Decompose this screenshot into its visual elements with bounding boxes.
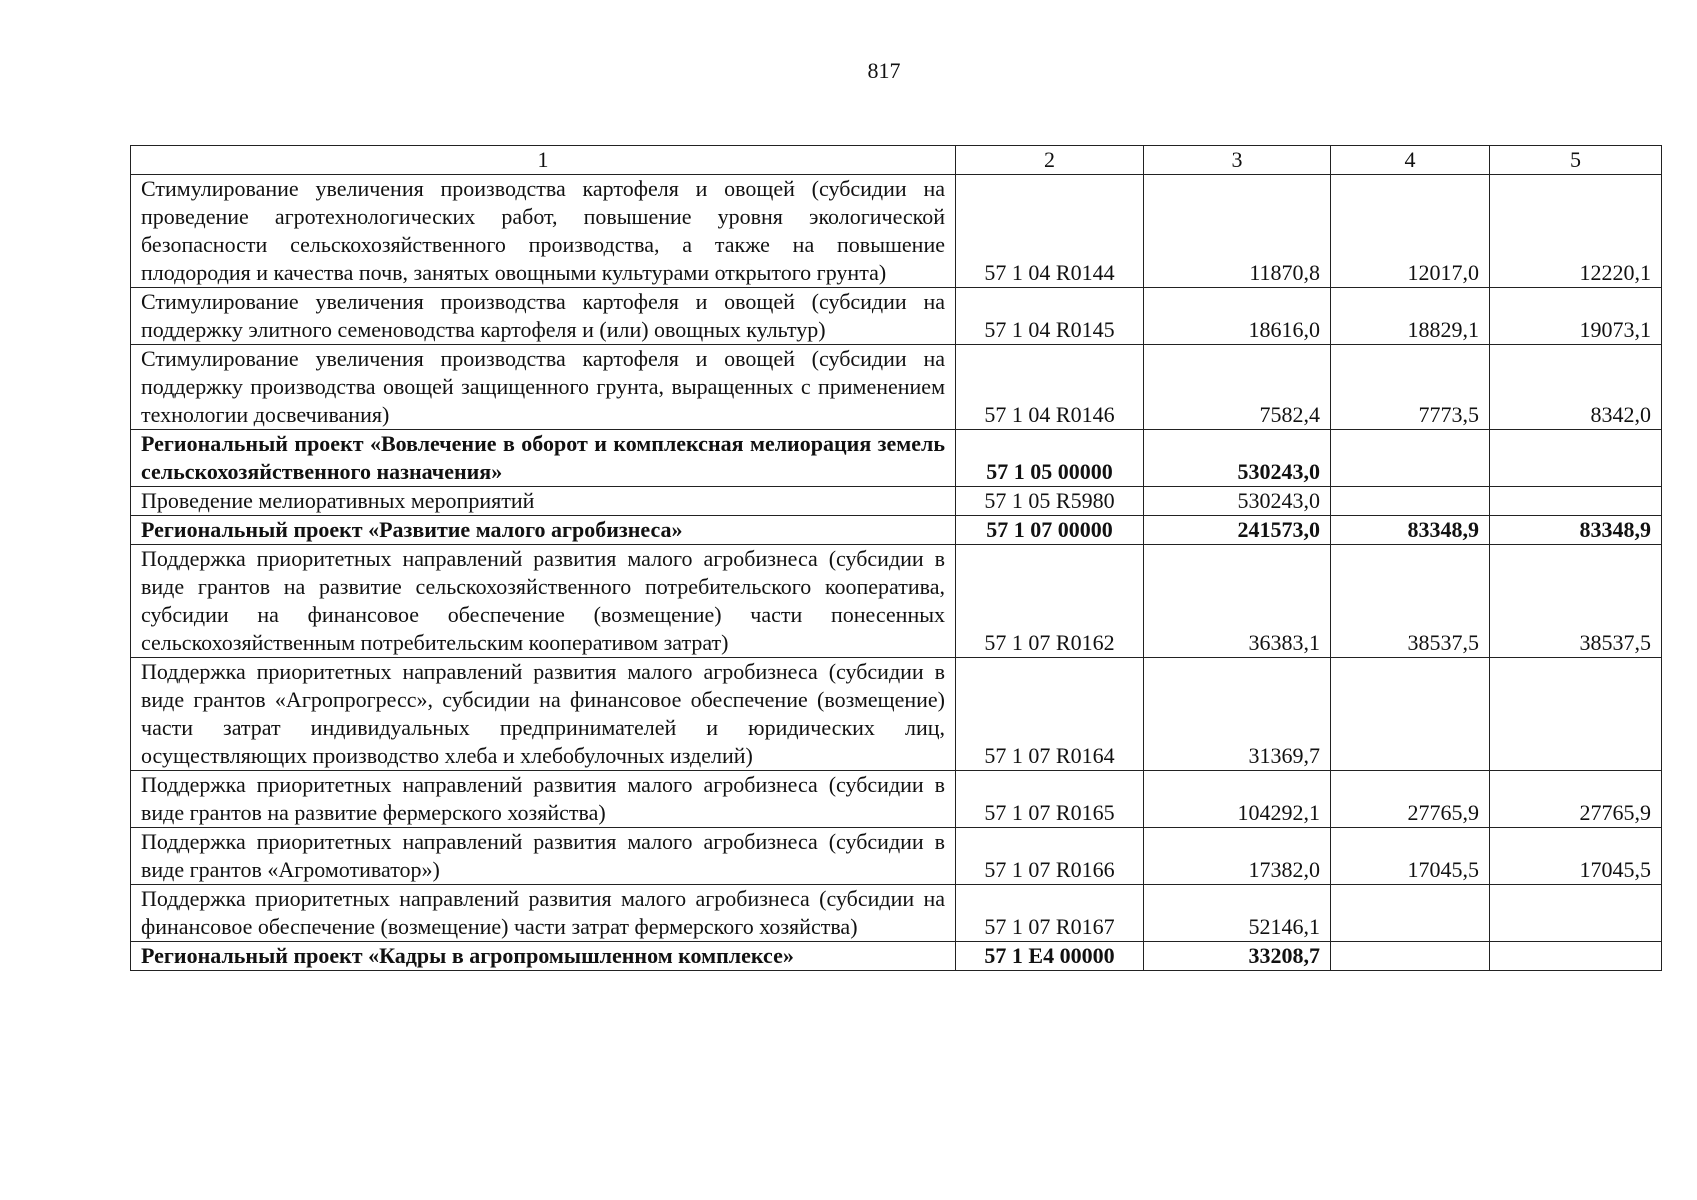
table-row: [131, 545, 1662, 658]
row-name-cell: Поддержка приоритетных направлений развития малого агробизнеса (субсидии на финансовое обеспечение (возмещение) части затрат фермерского хозяйства): [131, 885, 956, 942]
row-value-col3: 17382,0: [1144, 828, 1331, 885]
row-value-col4: 83348,9: [1331, 516, 1490, 545]
column-header-5: 5: [1490, 146, 1662, 175]
row-code-cell: 57 1 07 R0164: [956, 658, 1144, 771]
row-code-cell: 57 1 04 R0144: [956, 175, 1144, 288]
row-value-col5: [1490, 885, 1662, 942]
row-value-col3: 36383,1: [1144, 545, 1331, 658]
table-row: [131, 658, 1662, 771]
row-value-col4: 7773,5: [1331, 345, 1490, 430]
row-value-col3: 241573,0: [1144, 516, 1331, 545]
row-value-col3: 18616,0: [1144, 288, 1331, 345]
row-value-col5: 19073,1: [1490, 288, 1662, 345]
row-name-cell: Стимулирование увеличения производства картофеля и овощей (субсидии на поддержку производства овощей защищенного грунта, выращенных с применением технологии досвечивания): [131, 345, 956, 430]
row-name-cell: Поддержка приоритетных направлений развития малого агробизнеса (субсидии в виде грантов на развитие сельскохозяйственного потребительского кооператива, субсидии на финансовое обеспечение (возмещение) части понесенных сельскохозяйственным потребительским кооперативом затрат): [131, 545, 956, 658]
row-value-col4: [1331, 487, 1490, 516]
row-value-col3: 7582,4: [1144, 345, 1331, 430]
row-value-col5: [1490, 487, 1662, 516]
table-row-section-total: [131, 516, 1662, 545]
table-row: [131, 828, 1662, 885]
table-row: [131, 288, 1662, 345]
row-value-col5: 27765,9: [1490, 771, 1662, 828]
table-row-section-total: [131, 430, 1662, 487]
row-value-col3: 52146,1: [1144, 885, 1331, 942]
table-row: [131, 175, 1662, 288]
row-value-col4: 17045,5: [1331, 828, 1490, 885]
row-value-col5: [1490, 658, 1662, 771]
table-row: [131, 771, 1662, 828]
row-value-col5: 83348,9: [1490, 516, 1662, 545]
row-value-col5: 12220,1: [1490, 175, 1662, 288]
row-value-col3: 530243,0: [1144, 430, 1331, 487]
row-value-col4: [1331, 885, 1490, 942]
row-value-col5: 8342,0: [1490, 345, 1662, 430]
row-name-cell: Проведение мелиоративных мероприятий: [131, 487, 956, 516]
row-code-cell: 57 1 05 00000: [956, 430, 1144, 487]
row-name-cell: Стимулирование увеличения производства картофеля и овощей (субсидии на поддержку элитного семеноводства картофеля и (или) овощных культур): [131, 288, 956, 345]
budget-table: [130, 145, 1662, 971]
row-value-col3: 104292,1: [1144, 771, 1331, 828]
row-code-cell: 57 1 07 R0162: [956, 545, 1144, 658]
row-value-col3: 530243,0: [1144, 487, 1331, 516]
row-value-col4: [1331, 658, 1490, 771]
row-value-col5: [1490, 430, 1662, 487]
table-row: [131, 885, 1662, 942]
row-value-col5: 17045,5: [1490, 828, 1662, 885]
row-value-col4: [1331, 430, 1490, 487]
column-header-3: 3: [1144, 146, 1331, 175]
page-number: 817: [867, 58, 901, 83]
row-name-cell: Поддержка приоритетных направлений развития малого агробизнеса (субсидии в виде грантов «Агропрогресс», субсидии на финансовое обеспечение (возмещение) части затрат индивидуальных предпринимателей и юридических лиц, осуществляющих производство хлеба и хлебобулочных изделий): [131, 658, 956, 771]
table-row: [131, 487, 1662, 516]
row-name-cell: Поддержка приоритетных направлений развития малого агробизнеса (субсидии в виде грантов «Агромотиватор»): [131, 828, 956, 885]
row-value-col3: 11870,8: [1144, 175, 1331, 288]
column-header-1: 1: [131, 146, 956, 175]
row-name-cell: Региональный проект «Развитие малого агробизнеса»: [131, 516, 956, 545]
row-code-cell: 57 1 07 R0167: [956, 885, 1144, 942]
row-value-col4: 12017,0: [1331, 175, 1490, 288]
table-body: [131, 175, 1662, 971]
column-header-2: 2: [956, 146, 1144, 175]
row-code-cell: 57 1 E4 00000: [956, 942, 1144, 971]
row-code-cell: 57 1 07 00000: [956, 516, 1144, 545]
row-code-cell: 57 1 04 R0146: [956, 345, 1144, 430]
row-name-cell: Региональный проект «Кадры в агропромышленном комплексе»: [131, 942, 956, 971]
table-header-row: [131, 146, 1662, 175]
row-value-col4: 27765,9: [1331, 771, 1490, 828]
row-name-cell: Поддержка приоритетных направлений развития малого агробизнеса (субсидии в виде грантов на развитие фермерского хозяйства): [131, 771, 956, 828]
table-row-section-total: [131, 942, 1662, 971]
row-value-col4: 18829,1: [1331, 288, 1490, 345]
column-header-4: 4: [1331, 146, 1490, 175]
row-value-col3: 31369,7: [1144, 658, 1331, 771]
row-code-cell: 57 1 05 R5980: [956, 487, 1144, 516]
row-value-col4: 38537,5: [1331, 545, 1490, 658]
row-value-col5: [1490, 942, 1662, 971]
row-value-col3: 33208,7: [1144, 942, 1331, 971]
row-value-col5: 38537,5: [1490, 545, 1662, 658]
row-code-cell: 57 1 07 R0166: [956, 828, 1144, 885]
row-code-cell: 57 1 04 R0145: [956, 288, 1144, 345]
row-value-col4: [1331, 942, 1490, 971]
table-row: [131, 345, 1662, 430]
row-code-cell: 57 1 07 R0165: [956, 771, 1144, 828]
row-name-cell: Стимулирование увеличения производства картофеля и овощей (субсидии на проведение агротехнологических работ, повышение уровня экологической безопасности сельскохозяйственного производства, а также на повышение плодородия и качества почв, занятых овощными культурами открытого грунта): [131, 175, 956, 288]
row-name-cell: Региональный проект «Вовлечение в оборот и комплексная мелиорация земель сельскохозяйственного назначения»: [131, 430, 956, 487]
